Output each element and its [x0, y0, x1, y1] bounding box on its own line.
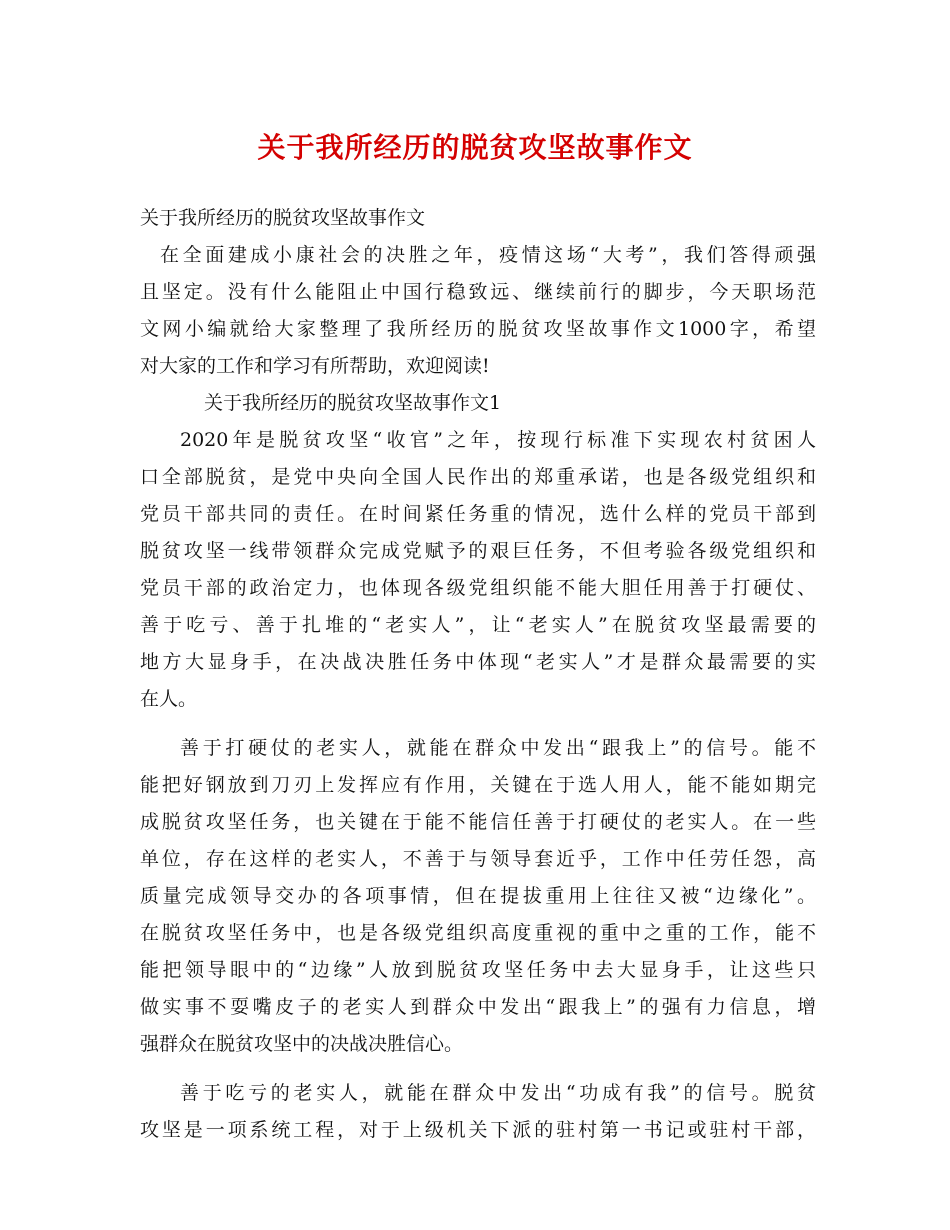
paragraph-gap [140, 718, 816, 730]
document-title: 关于我所经历的脱贫攻坚故事作文 [257, 131, 693, 164]
paragraph-line: 党员干部的政治定力，也体现各级党组织能不能大胆任用善于打硬仗、 [140, 577, 816, 599]
paragraph-gap [140, 1063, 816, 1075]
paragraph-line: 攻坚是一项系统工程，对于上级机关下派的驻村第一书记或驻村干部， [140, 1119, 816, 1141]
paragraph-line: 党员干部共同的责任。在时间紧任务重的情况，选什么样的党员干部到 [140, 503, 816, 525]
paragraph-1 [140, 422, 816, 718]
paragraph-line: 善于吃亏、善于扎堆的“老实人”，让“老实人”在脱贫攻坚最需要的 [140, 614, 816, 636]
document-body [140, 200, 816, 1149]
paragraph-line: 善于吃亏的老实人，就能在群众中发出“功成有我”的信号。脱贫 [180, 1082, 816, 1104]
paragraph-line: 2020年是脱贫攻坚“收官”之年，按现行标准下实现农村贫困人 [180, 429, 816, 451]
paragraph-line: 成脱贫攻坚任务，也关键在于能不能信任善于打硬仗的老实人。在一些 [140, 811, 816, 833]
paragraph-2 [140, 730, 816, 1063]
paragraph-line: 善于打硬仗的老实人，就能在群众中发出“跟我上”的信号。能不 [180, 737, 816, 759]
intro-line: 文网小编就给大家整理了我所经历的脱贫攻坚故事作文1000字，希望 [140, 318, 816, 340]
paragraph-line: 能把领导眼中的“边缘”人放到脱贫攻坚任务中去大显身手，让这些只 [140, 959, 816, 981]
intro-paragraph [140, 237, 816, 385]
paragraph-line: 质量完成领导交办的各项事情，但在提拔重用上往往又被“边缘化”。 [140, 885, 816, 907]
intro-line: 对大家的工作和学习有所帮助，欢迎阅读! [140, 355, 490, 377]
paragraph-3 [140, 1075, 816, 1149]
paragraph-line: 能把好钢放到刀刃上发挥应有作用，关键在于选人用人，能不能如期完 [140, 774, 816, 796]
intro-line: 在全面建成小康社会的决胜之年，疫情这场“大考”，我们答得顽强 [160, 244, 816, 266]
paragraph-line: 地方大显身手，在决战决胜任务中体现“老实人”才是群众最需要的实 [140, 651, 816, 673]
paragraph-line: 在脱贫攻坚任务中，也是各级党组织高度重视的重中之重的工作，能不 [140, 922, 816, 944]
paragraph-line: 单位，存在这样的老实人，不善于与领导套近乎，工作中任劳任怨，高 [140, 848, 816, 870]
document-subtitle: 关于我所经历的脱贫攻坚故事作文 [140, 207, 426, 229]
paragraph-line: 脱贫攻坚一线带领群众完成党赋予的艰巨任务，不但考验各级党组织和 [140, 540, 816, 562]
paragraph-line: 做实事不耍嘴皮子的老实人到群众中发出“跟我上”的强有力信息，增 [140, 996, 816, 1018]
intro-line: 且坚定。没有什么能阻止中国行稳致远、继续前行的脚步，今天职场范 [140, 281, 816, 303]
paragraph-line: 口全部脱贫，是党中央向全国人民作出的郑重承诺，也是各级党组织和 [140, 466, 816, 488]
section-heading: 关于我所经历的脱贫攻坚故事作文1 [204, 392, 502, 414]
paragraph-line: 在人。 [140, 688, 198, 710]
paragraph-line: 强群众在脱贫攻坚中的决战决胜信心。 [140, 1033, 464, 1055]
